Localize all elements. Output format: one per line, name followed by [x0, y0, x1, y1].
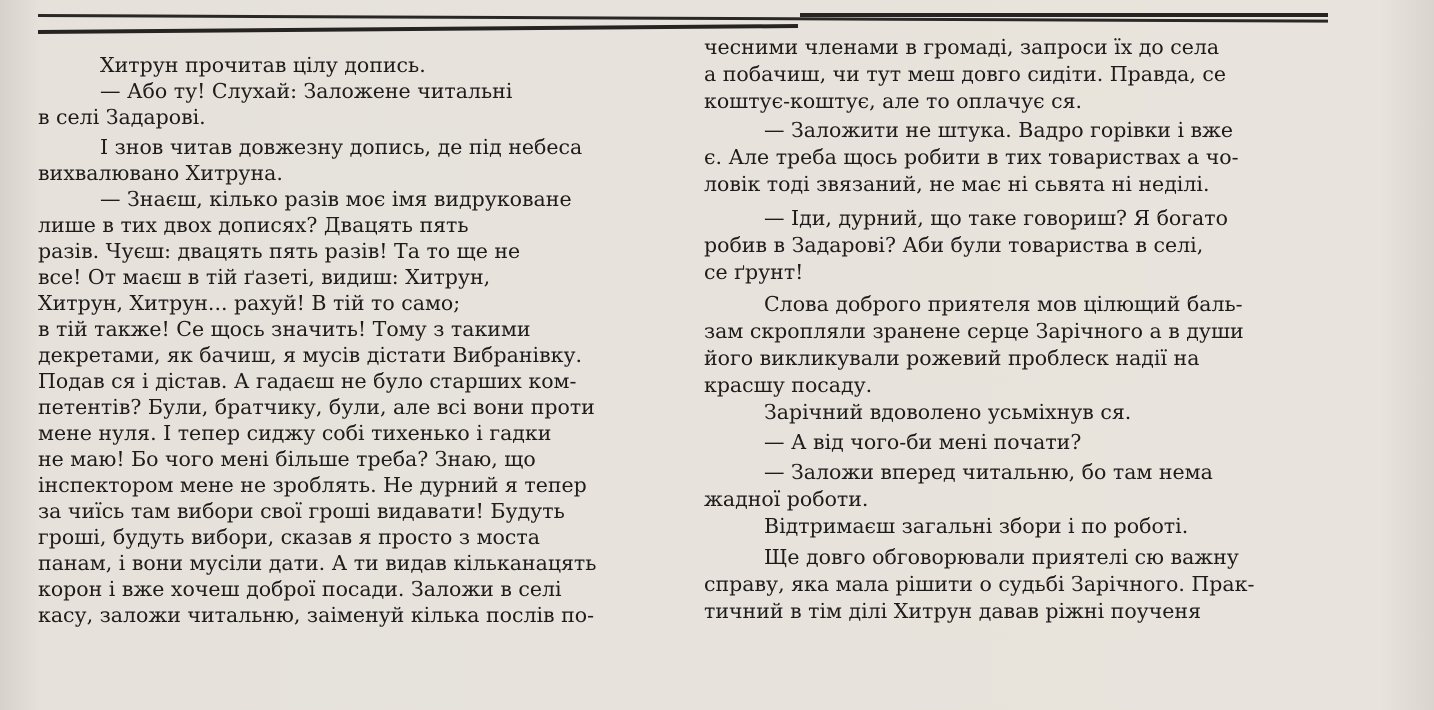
text-line: в селі Задарові. — [38, 105, 206, 129]
text-line: — Іди, дурний, що таке говориш? Я богато — [764, 206, 1228, 230]
text-line: справу, яка мала рішити о судьбі Зарічного. Прак- — [704, 572, 1255, 596]
text-line: — Знаєш, кілько разів моє імя видруковане — [100, 187, 572, 211]
text-line: Подав ся і дістав. А гадаєш не було старших ком- — [38, 369, 577, 393]
text-line: корон і вже хочеш доброї посади. Заложи в селі — [38, 577, 562, 601]
text-line: касу, заложи читальню, заіменуй кілька послів по- — [38, 603, 595, 627]
text-line: робив в Задарові? Аби були товариства в селі, — [704, 233, 1204, 257]
text-line: тичний в тім ділі Хитрун давав ріжні поученя — [704, 599, 1202, 623]
text-line: не маю! Бо чого мені більше треба? Знаю, що — [38, 447, 536, 471]
text-line: його викликували рожевий проблеск надії на — [704, 346, 1200, 370]
text-line: жадної роботи. — [704, 487, 869, 511]
text-line: панам, і вони мусіли дати. А ти видав кільканацять — [38, 551, 597, 575]
text-line: Зарічний вдоволено усьміхнув ся. — [764, 400, 1132, 424]
text-line: се ґрунт! — [704, 260, 804, 284]
text-line: лише в тих двох дописях? Двацять пять — [38, 213, 469, 237]
text-line: — Або ту! Слухай: Заложене читальні — [100, 79, 513, 103]
text-line: петентів? Були, братчику, були, але всі вони проти — [38, 395, 595, 419]
text-line: гроші, будуть вибори, сказав я просто з моста — [38, 525, 540, 549]
text-line: І знов читав довжезну допись, де під небеса — [100, 135, 583, 159]
text-line: — Заложи вперед читальню, бо там нема — [764, 460, 1213, 484]
text-line: вихвалювано Хитруна. — [38, 161, 283, 185]
text-line: мене нуля. І тепер сиджу собі тихенько і гадки — [38, 421, 552, 445]
text-line: в тій также! Се щось значить! Тому з такими — [38, 317, 531, 341]
text-line: Відтримаєш загальні збори і по роботі. — [764, 514, 1189, 538]
text-line: Слова доброго приятеля мов цілющий баль- — [764, 292, 1243, 316]
text-line: — А від чого-би мені почати? — [764, 430, 1082, 454]
top-rule-right — [800, 13, 1328, 17]
column-header-rule — [38, 24, 798, 34]
text-line: — Заложити не штука. Вадро горівки і вже — [764, 118, 1234, 142]
text-line: є. Але треба щось робити в тих товариствах а чо- — [704, 145, 1239, 169]
text-line: Ще довго обговорювали приятелі сю важну — [764, 545, 1239, 569]
text-line: чесними членами в громаді, запроси їх до села — [704, 35, 1220, 59]
text-line: за чиїсь там вибори свої гроші видавати! Будуть — [38, 499, 565, 523]
text-line: красшу посаду. — [704, 373, 873, 397]
text-line: а побачиш, чи тут меш довго сидіти. Правда, се — [704, 62, 1226, 86]
text-line: ловік тоді звязаний, не має ні сьвята ні неділі. — [704, 172, 1210, 196]
text-line: декретами, як бачиш, я мусів дістати Вибранівку. — [38, 343, 583, 367]
text-line: все! От маєш в тій ґазеті, видиш: Хитрун, — [38, 265, 491, 289]
text-line: Хитрун прочитав цілу допись. — [100, 53, 426, 77]
text-line: разів. Чуєш: двацять пять разів! Та то ще не — [38, 239, 521, 263]
text-line: інспектором мене не зроблять. Не дурний я тепер — [38, 473, 587, 497]
text-line: Хитрун, Хитрун... рахуй! В тій то само; — [38, 291, 461, 315]
text-line: зам скропляли зранене серце Зарічного а в души — [704, 319, 1244, 343]
text-line: коштує-коштує, але то оплачує ся. — [704, 89, 1083, 113]
